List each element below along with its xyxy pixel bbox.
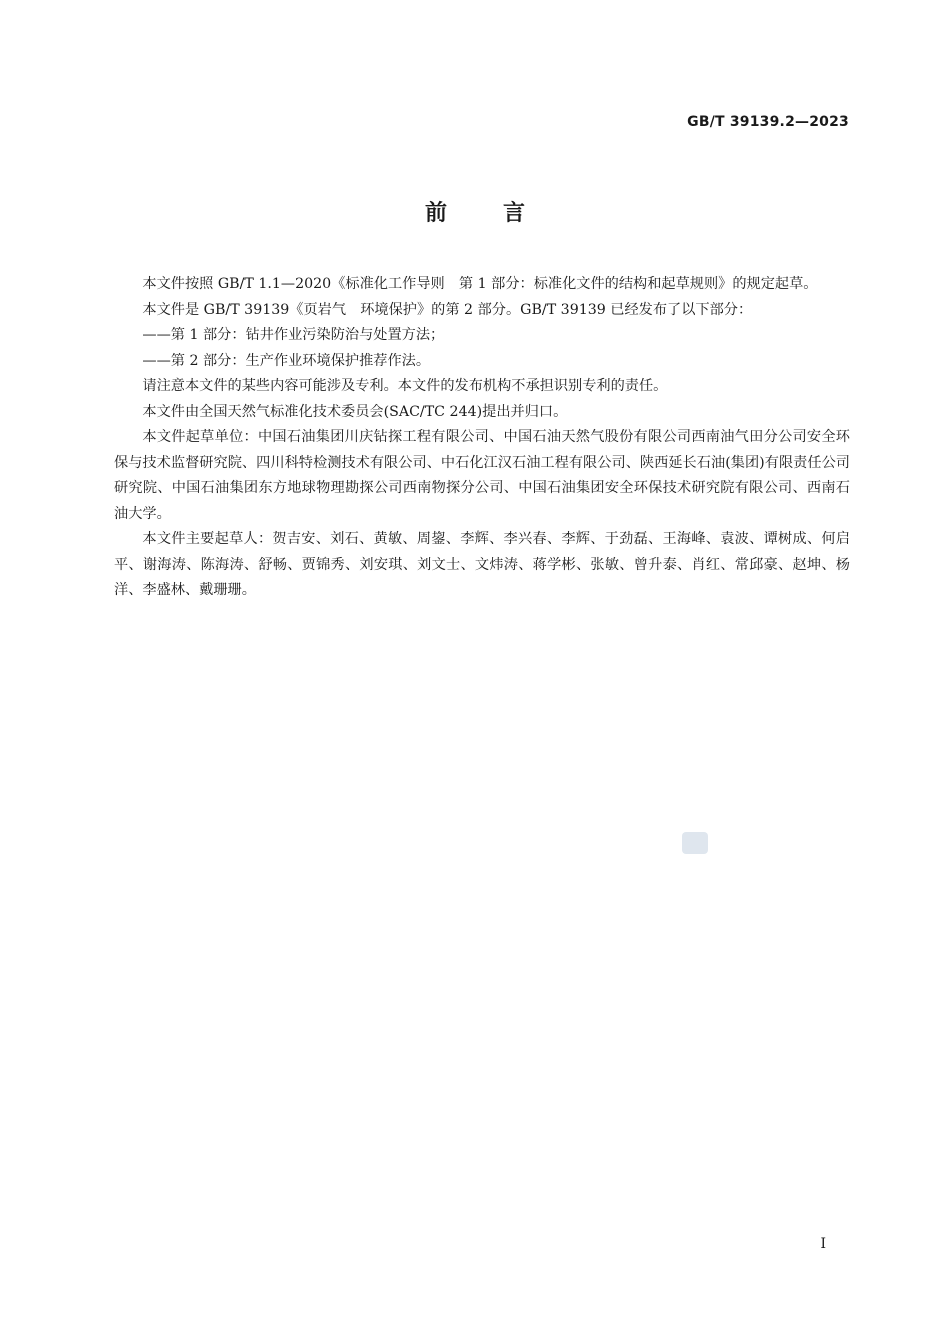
document-code: GB/T 39139.2—2023 bbox=[687, 114, 849, 130]
paragraph-committee: 本文件由全国天然气标准化技术委员会(SAC/TC 244)提出并归口。 bbox=[142, 403, 568, 420]
paragraph-part-2: ——第 2 部分：生产作业环境保护推荐作法。 bbox=[142, 352, 431, 369]
paragraph-drafting-rules: 本文件按照 GB/T 1.1—2020《标准化工作导则 第 1 部分：标准化文件的结构和起草规则》的规定起草。 bbox=[142, 276, 818, 292]
paragraph-part-1: ——第 1 部分：钻井作业污染防治与处置方法； bbox=[142, 327, 445, 343]
page-number: I bbox=[820, 1236, 826, 1252]
paragraph-drafting-units: 本文件起草单位：中国石油集团川庆钻探工程有限公司、中国石油天然气股份有限公司西南油气田分公司安全环保与技术监督研究院、四川科特检测技术有限公司、中石化江汉石油工程有限公司、陕西延长石油(集团)有限责任公司研究院、中国石油集团东方地球物理勘探公司西南物探分公司、中国石油集团安全环保技术研究院有限公司、西南石油大学。 bbox=[114, 429, 850, 522]
paragraph-patent-notice: 请注意本文件的某些内容可能涉及专利。本文件的发布机构不承担识别专利的责任。 bbox=[142, 378, 668, 394]
paragraph-series-intro: 本文件是 GB/T 39139《页岩气 环境保护》的第 2 部分。GB/T 39139 已经发布了以下部分： bbox=[142, 301, 753, 318]
paragraph-drafters: 本文件主要起草人：贺吉安、刘石、黄敏、周鋆、李辉、李兴春、李辉、于劲磊、王海峰、袁波、谭树成、何启平、谢海涛、陈海涛、舒畅、贾锦秀、刘安琪、刘文士、文炜涛、蒋学彬、张敏、曾升泰、肖红、常邱豪、赵坤、杨洋、李盛林、戴珊珊。 bbox=[114, 531, 850, 598]
page-title bbox=[0, 196, 950, 227]
watermark-logo bbox=[682, 832, 708, 854]
foreword-body bbox=[114, 272, 850, 604]
title-char-2: 言 bbox=[503, 201, 526, 226]
title-char-1: 前 bbox=[424, 201, 447, 226]
